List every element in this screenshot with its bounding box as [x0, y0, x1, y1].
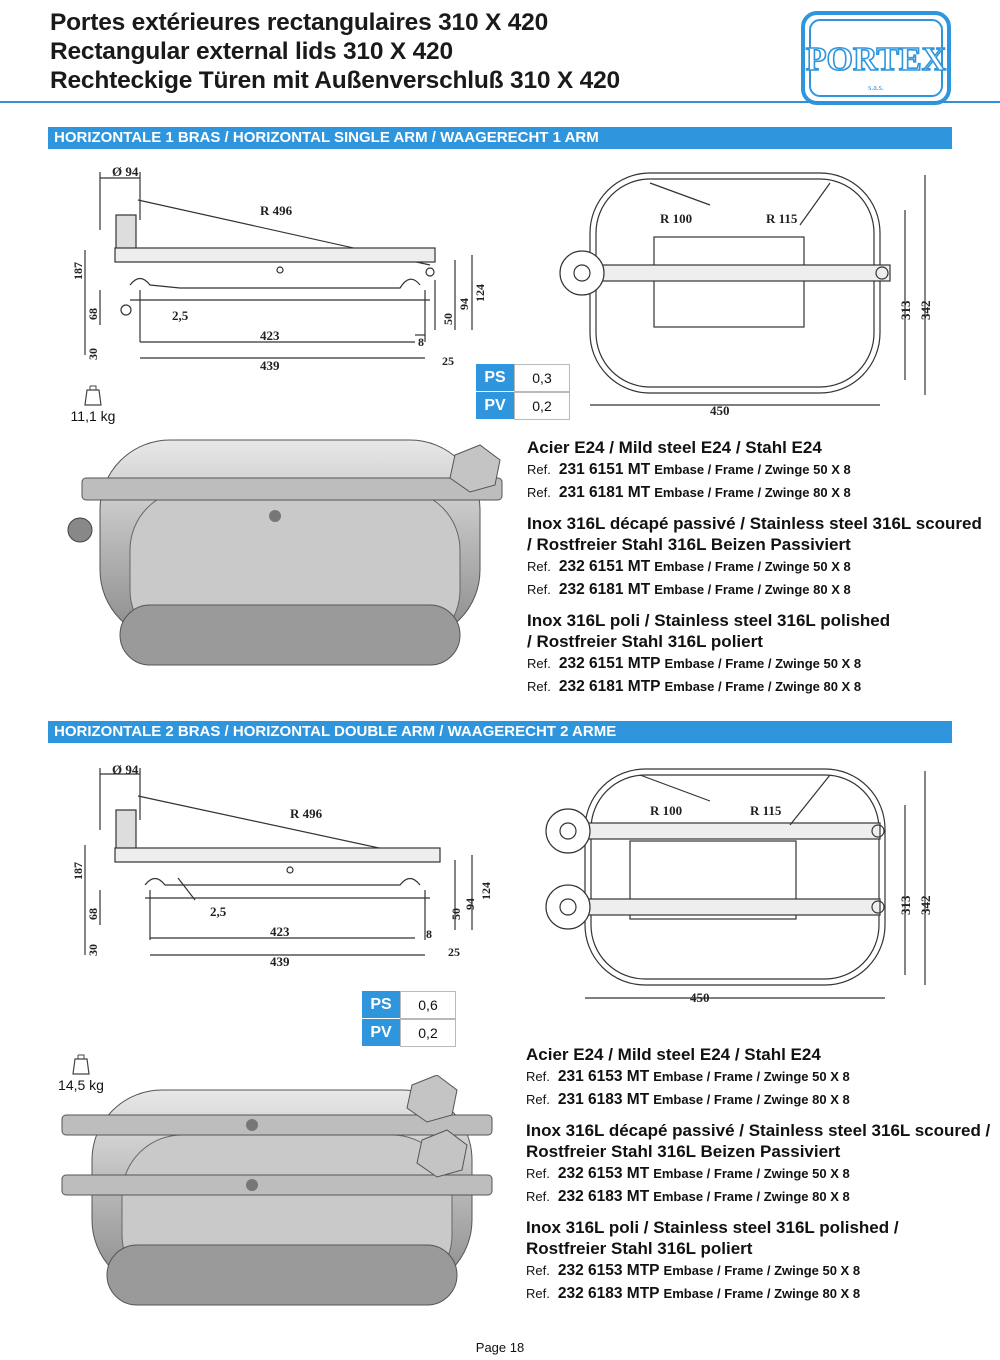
- svg-text:8: 8: [426, 927, 432, 941]
- weight-value: 14,5 kg: [58, 1077, 104, 1093]
- svg-text:R 496: R 496: [290, 806, 323, 821]
- ref-row: Ref. 231 6151 MT Embase / Frame / Zwinge 50 X 8: [527, 461, 851, 478]
- svg-text:439: 439: [260, 358, 280, 373]
- svg-text:342: 342: [918, 300, 933, 320]
- spec-group-stainless-scoured: [527, 513, 982, 601]
- ps-label: PS: [476, 364, 514, 392]
- ref-row: Ref. 232 6183 MT Embase / Frame / Zwinge 80 X 8: [526, 1188, 850, 1205]
- page-number: Page 18: [475, 1340, 525, 1355]
- pressure-table-single-arm: [476, 364, 570, 420]
- spec-group-mild-steel: [527, 437, 982, 504]
- weight-single-arm: [58, 384, 128, 424]
- pv-label: PV: [476, 392, 514, 420]
- ref-row: Ref. 231 6181 MT Embase / Frame / Zwinge 80 X 8: [527, 484, 851, 501]
- header-rule: [0, 101, 1000, 103]
- svg-text:94: 94: [457, 298, 471, 310]
- weight-icon: [84, 384, 102, 406]
- svg-text:Ø 94: Ø 94: [112, 164, 139, 179]
- svg-text:124: 124: [473, 284, 487, 302]
- spec-heading: / Rostfreier Stahl 316L Beizen Passiviert: [527, 535, 851, 554]
- svg-text:2,5: 2,5: [172, 308, 189, 323]
- ps-value: 0,6: [400, 991, 456, 1019]
- svg-text:68: 68: [86, 908, 100, 920]
- svg-text:PORTEX: PORTEX: [805, 41, 947, 78]
- svg-text:342: 342: [918, 895, 933, 915]
- spec-heading: Acier E24 / Mild steel E24 / Stahl E24: [526, 1045, 821, 1064]
- svg-text:313: 313: [898, 300, 913, 320]
- side-view-drawing-double-arm: [60, 760, 500, 975]
- ref-row: Ref. 232 6181 MT Embase / Frame / Zwinge 80 X 8: [527, 581, 851, 598]
- spec-group-mild-steel: [526, 1044, 990, 1111]
- svg-text:450: 450: [690, 990, 710, 1005]
- ref-row: Ref. 232 6153 MTP Embase / Frame / Zwinge 50 X 8: [526, 1262, 861, 1279]
- spec-group-stainless-polished: [527, 610, 982, 698]
- spec-heading: / Rostfreier Stahl 316L poliert: [527, 632, 763, 651]
- pv-value: 0,2: [514, 392, 570, 420]
- svg-text:30: 30: [86, 348, 100, 360]
- spec-heading: Inox 316L décapé passivé / Stainless steel 316L scoured /: [526, 1121, 991, 1140]
- title-german: Rechteckige Türen mit Außenverschluß 310 X 420: [50, 67, 620, 94]
- title-english: Rectangular external lids 310 X 420: [50, 38, 453, 65]
- svg-text:R 100: R 100: [650, 803, 683, 818]
- spec-heading: Rostfreier Stahl 316L poliert: [526, 1239, 753, 1258]
- svg-text:313: 313: [898, 895, 913, 915]
- top-view-drawing-double-arm: [530, 755, 950, 1020]
- weight-icon: [72, 1053, 90, 1075]
- svg-text:50: 50: [441, 313, 455, 325]
- spec-list-single-arm: [527, 437, 982, 707]
- pv-value: 0,2: [400, 1019, 456, 1047]
- svg-text:187: 187: [71, 862, 85, 880]
- svg-text:124: 124: [479, 882, 493, 900]
- ref-row: Ref. 232 6151 MT Embase / Frame / Zwinge 50 X 8: [527, 558, 851, 575]
- top-view-drawing-single-arm: [530, 155, 950, 425]
- svg-text:423: 423: [270, 924, 290, 939]
- ref-row: Ref. 231 6153 MT Embase / Frame / Zwinge 50 X 8: [526, 1068, 850, 1085]
- pressure-table-double-arm: [362, 991, 456, 1047]
- spec-list-double-arm: [526, 1044, 990, 1314]
- svg-text:Ø 94: Ø 94: [112, 762, 139, 777]
- page-title-block: [50, 8, 620, 95]
- svg-text:50: 50: [449, 908, 463, 920]
- svg-text:450: 450: [710, 403, 730, 418]
- ps-value: 0,3: [514, 364, 570, 392]
- section-bar-single-arm: HORIZONTALE 1 BRAS / HORIZONTAL SINGLE ARM / WAAGERECHT 1 ARM: [48, 127, 952, 149]
- portex-logo: [800, 10, 952, 106]
- weight-value: 11,1 kg: [70, 408, 116, 424]
- svg-text:R 100: R 100: [660, 211, 693, 226]
- spec-heading: Inox 316L décapé passivé / Stainless steel 316L scoured: [527, 514, 982, 533]
- ref-row: Ref. 232 6183 MTP Embase / Frame / Zwinge 80 X 8: [526, 1285, 861, 1302]
- svg-text:8: 8: [418, 335, 424, 349]
- spec-group-stainless-polished: [526, 1217, 990, 1305]
- spec-group-stainless-scoured: [526, 1120, 990, 1208]
- svg-text:2,5: 2,5: [210, 904, 227, 919]
- section-bar-double-arm: HORIZONTALE 2 BRAS / HORIZONTAL DOUBLE ARM / WAAGERECHT 2 ARME: [48, 721, 952, 743]
- side-view-drawing-single-arm: [60, 160, 500, 380]
- ref-row: Ref. 232 6153 MT Embase / Frame / Zwinge 50 X 8: [526, 1165, 850, 1182]
- svg-text:R 115: R 115: [750, 803, 782, 818]
- ref-row: Ref. 232 6181 MTP Embase / Frame / Zwinge 80 X 8: [527, 678, 862, 695]
- ps-label: PS: [362, 991, 400, 1019]
- ref-row: Ref. 231 6183 MT Embase / Frame / Zwinge 80 X 8: [526, 1091, 850, 1108]
- spec-heading: Acier E24 / Mild steel E24 / Stahl E24: [527, 438, 822, 457]
- svg-text:25: 25: [442, 354, 454, 368]
- svg-text:439: 439: [270, 954, 290, 969]
- svg-text:R 496: R 496: [260, 203, 293, 218]
- svg-text:s.a.s.: s.a.s.: [868, 83, 884, 92]
- title-french: Portes extérieures rectangulaires 310 X 420: [50, 9, 549, 36]
- ref-row: Ref. 232 6151 MTP Embase / Frame / Zwinge 50 X 8: [527, 655, 862, 672]
- product-photo-single-arm: [60, 420, 510, 695]
- svg-text:25: 25: [448, 945, 460, 959]
- svg-text:68: 68: [86, 308, 100, 320]
- pv-label: PV: [362, 1019, 400, 1047]
- spec-heading: Rostfreier Stahl 316L Beizen Passiviert: [526, 1142, 841, 1161]
- svg-text:30: 30: [86, 944, 100, 956]
- spec-heading: Inox 316L poli / Stainless steel 316L polished: [527, 611, 891, 630]
- svg-text:94: 94: [463, 898, 477, 910]
- svg-text:R 115: R 115: [766, 211, 798, 226]
- spec-heading: Inox 316L poli / Stainless steel 316L polished /: [526, 1218, 899, 1237]
- product-photo-double-arm: [52, 1075, 512, 1330]
- svg-text:423: 423: [260, 328, 280, 343]
- svg-text:187: 187: [71, 262, 85, 280]
